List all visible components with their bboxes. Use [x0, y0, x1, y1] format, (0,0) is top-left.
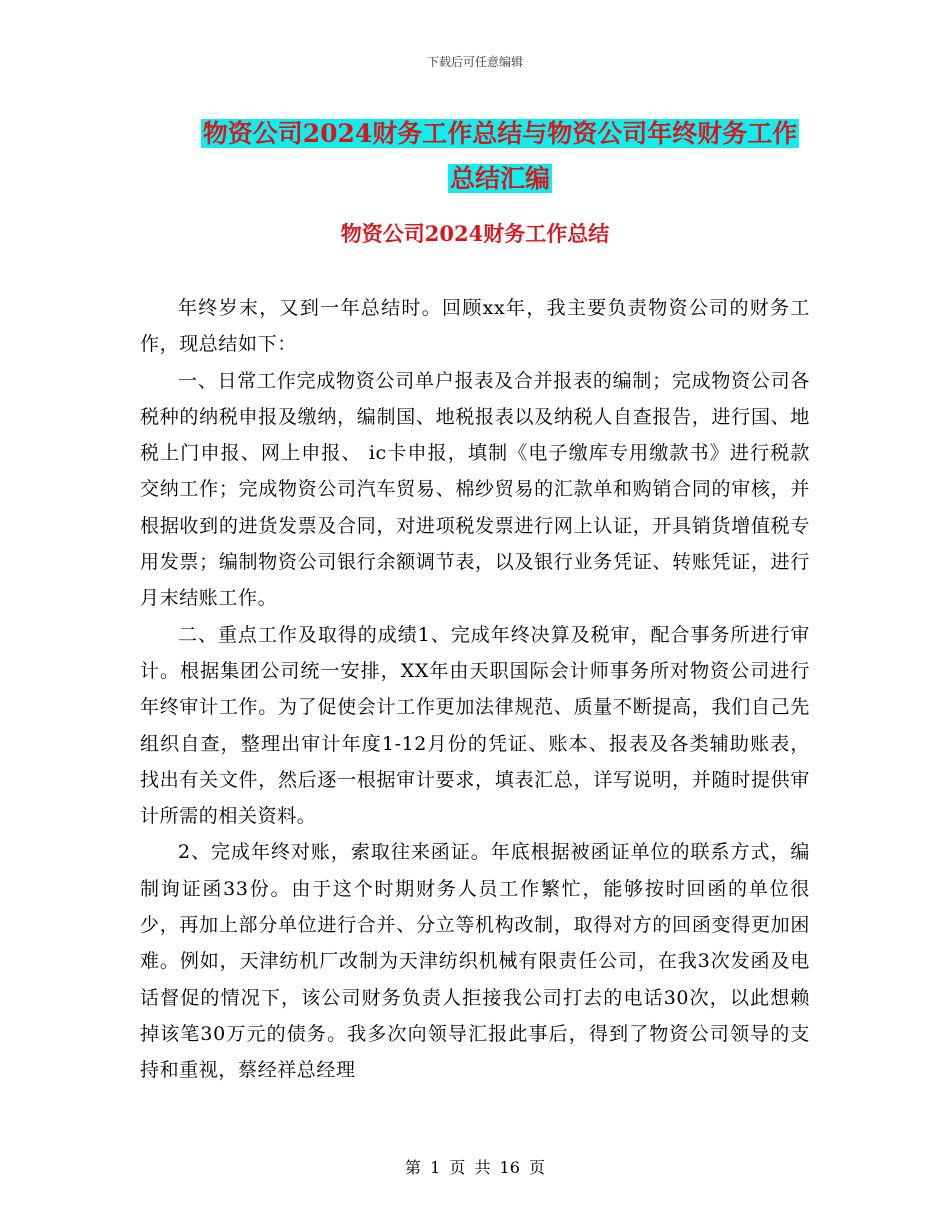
paragraph: 2、完成年终对账，索取往来函证。年底根据被函证单位的联系方式，编制询证函33份。由于这个时期财务人员工作繁忙，能够按时回函的单位很少，再加上部分单位进行合并、分立等机构改制，取得对方的回函变得更加困难。例如，天津纺机厂改制为天津纺织机械有限责任公司，在我3次发函及电话督促的情况下，该公司财务负责人拒接我公司打去的电话30次，以此想赖掉该笔30万元的债务。我多次向领导汇报此事后，得到了物资公司领导的支持和重视，蔡经祥总经理	[140, 841, 810, 1082]
document-title-line1: 物资公司2024财务工作总结与物资公司年终财务工作	[202, 119, 798, 148]
paragraph: 一、日常工作完成物资公司单户报表及合并报表的编制；完成物资公司各税种的纳税申报及缴纳，编制国、地税报表以及纳税人自查报告，进行国、地税上门申报、网上申报、 ic卡申报，填制《电子缴库专用缴款书》进行税款交纳工作；完成物资公司汽车贸易、棉纱贸易的汇款单和购销合同的审核，并根据收到的进货发票及合同，对进项税发票进行网上认证，开具销货增值税专用发票；编制物资公司银行余额调节表，以及银行业务凭证、转账凭证，进行月末结账工作。	[140, 369, 810, 610]
body-text	[140, 290, 810, 1089]
document-title-line2: 总结汇编	[449, 164, 550, 193]
page-number: 第 1 页 共 16 页	[405, 1158, 545, 1177]
section-title: 物资公司2024财务工作总结	[340, 221, 610, 246]
document-title	[190, 111, 810, 201]
paragraph: 二、重点工作及取得的成绩1、完成年终决算及税审，配合事务所进行审计。根据集团公司统一安排，XX年由天职国际会计师事务所对物资公司进行年终审计工作。为了促使会计工作更加法律规范、质量不断提高，我们自己先组织自查，整理出审计年度1-12月份的凭证、账本、报表及各类辅助账表，找出有关文件，然后逐一根据审计要求，填表汇总，详写说明，并随时提供审计所需的相关资料。	[140, 623, 810, 828]
header-note: 下载后可任意编辑	[426, 55, 523, 69]
paragraph: 年终岁末，又到一年总结时。回顾xx年，我主要负责物资公司的财务工作，现总结如下：	[140, 297, 810, 356]
